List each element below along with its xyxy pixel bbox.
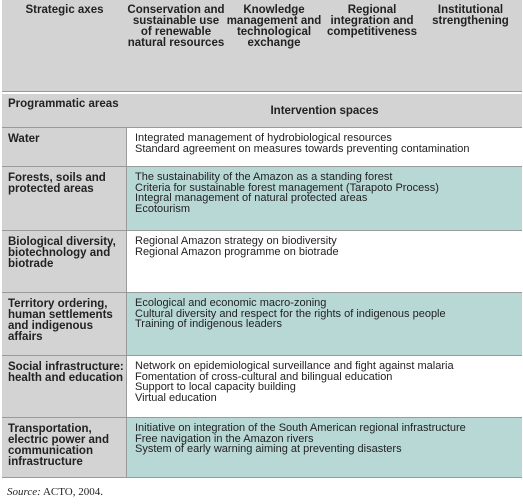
row-items — [127, 128, 522, 166]
row-area-label: Territory ordering, human settlements and indigenous affairs — [2, 293, 127, 355]
row-items — [127, 293, 522, 355]
list-item: Ecotourism — [135, 202, 191, 215]
table-row — [2, 231, 522, 293]
strategy-table — [2, 0, 522, 478]
table-row — [2, 167, 522, 231]
list-item: Network on epidemiological surveillance and fight against malaria — [135, 360, 454, 372]
header-axis-knowledge: Knowledge management and technological exchange — [226, 4, 322, 49]
row-items — [127, 418, 522, 477]
header-axis-conservation: Conservation and sustainable use of renewable natural resources — [127, 4, 225, 49]
list-item: Virtual education — [135, 391, 217, 404]
subheader-intervention-spaces: Intervention spaces — [270, 105, 379, 117]
list-item: Cultural diversity and respect for the rights of indigenous people — [135, 307, 446, 320]
list-item: System of early warning aiming at preventing disasters — [135, 443, 402, 456]
row-items — [127, 356, 522, 417]
row-area-label: Forests, soils and protected areas — [2, 167, 127, 230]
header-axis-regional: Regional integration and competitiveness — [326, 4, 418, 38]
header-axis-institutional: Institutional strengthening — [432, 4, 509, 27]
list-item: Integral management of natural protected areas — [135, 192, 368, 205]
list-item: Support to local capacity building — [135, 381, 296, 394]
table-row — [2, 418, 522, 478]
list-item: Regional Amazon programme on biotrade — [135, 245, 339, 258]
list-item: Regional Amazon strategy on biodiversity — [135, 235, 337, 247]
row-items — [127, 231, 522, 292]
list-item: The sustainability of the Amazon as a standing forest — [135, 171, 393, 183]
table-header — [2, 0, 522, 92]
source-text: ACTO, 2004. — [40, 486, 103, 498]
row-area-label: Transportation, electric power and communication infrastructure — [2, 418, 127, 477]
subheader-programmatic-areas: Programmatic areas — [8, 98, 119, 110]
row-area-label: Water — [2, 128, 127, 166]
table-subheader — [2, 94, 522, 128]
table-row — [2, 293, 522, 356]
row-area-label: Social infrastructure: health and education — [2, 356, 127, 417]
list-item: Initiative on integration of the South American regional infrastructure — [135, 422, 466, 434]
table-row — [2, 128, 522, 167]
list-item: Integrated management of hydrobiological resources — [135, 132, 392, 144]
list-item: Fomentation of cross-cultural and bilingual education — [135, 370, 393, 383]
source-note — [7, 486, 103, 498]
row-items — [127, 167, 522, 230]
list-item: Ecological and economic macro-zoning — [135, 297, 327, 309]
list-item: Free navigation in the Amazon rivers — [135, 432, 314, 445]
source-label: Source: — [7, 486, 41, 498]
list-item: Training of indigenous leaders — [135, 318, 282, 331]
header-strategic-axes: Strategic axes — [25, 4, 104, 16]
list-item: Criteria for sustainable forest management (Tarapoto Process) — [135, 181, 439, 194]
list-item: Standard agreement on measures towards preventing contamination — [135, 142, 470, 155]
table-row — [2, 356, 522, 418]
row-area-label: Biological diversity, biotechnology and biotrade — [2, 231, 127, 292]
